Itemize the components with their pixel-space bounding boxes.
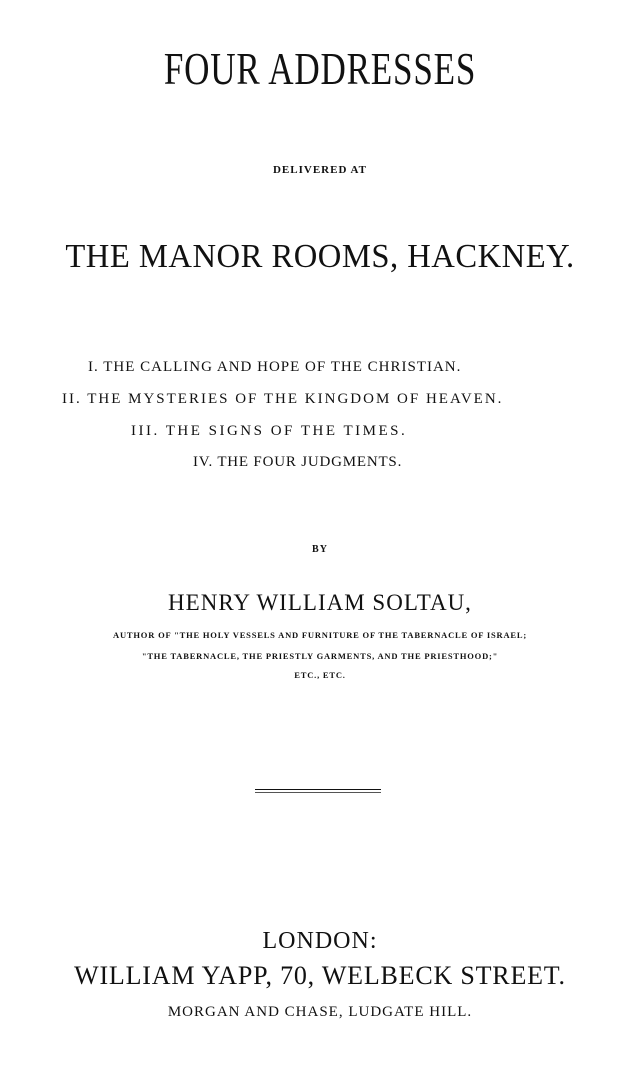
document-title: FOUR ADDRESSES — [163, 44, 477, 94]
address-item-4: IV. THE FOUR JUDGMENTS. — [193, 454, 403, 470]
address-item-1: I. THE CALLING AND HOPE OF THE CHRISTIAN. — [88, 359, 462, 375]
delivered-at-label: DELIVERED AT — [272, 164, 367, 176]
venue-name: THE MANOR ROOMS, HACKNEY. — [65, 238, 575, 275]
author-credit-line-2: "THE TABERNACLE, THE PRIESTLY GARMENTS, AND THE PRIESTHOOD;" — [141, 651, 499, 661]
publication-place: LONDON: — [262, 928, 378, 954]
address-item-3: III. THE SIGNS OF THE TIMES. — [131, 423, 408, 439]
address-item-2: II. THE MYSTERIES OF THE KINGDOM OF HEAVEN. — [62, 391, 504, 407]
author-credit-line-3: ETC., ETC. — [294, 670, 346, 680]
by-label: BY — [312, 544, 328, 555]
author-name: HENRY WILLIAM SOLTAU, — [168, 590, 472, 615]
publisher-name: WILLIAM YAPP, 70, WELBECK STREET. — [74, 961, 566, 990]
author-credit-line-1: AUTHOR OF "THE HOLY VESSELS AND FURNITURE OF THE TABERNACLE OF ISRAEL; — [113, 630, 527, 640]
decorative-divider — [255, 789, 381, 790]
secondary-publisher: MORGAN AND CHASE, LUDGATE HILL. — [167, 1004, 473, 1020]
